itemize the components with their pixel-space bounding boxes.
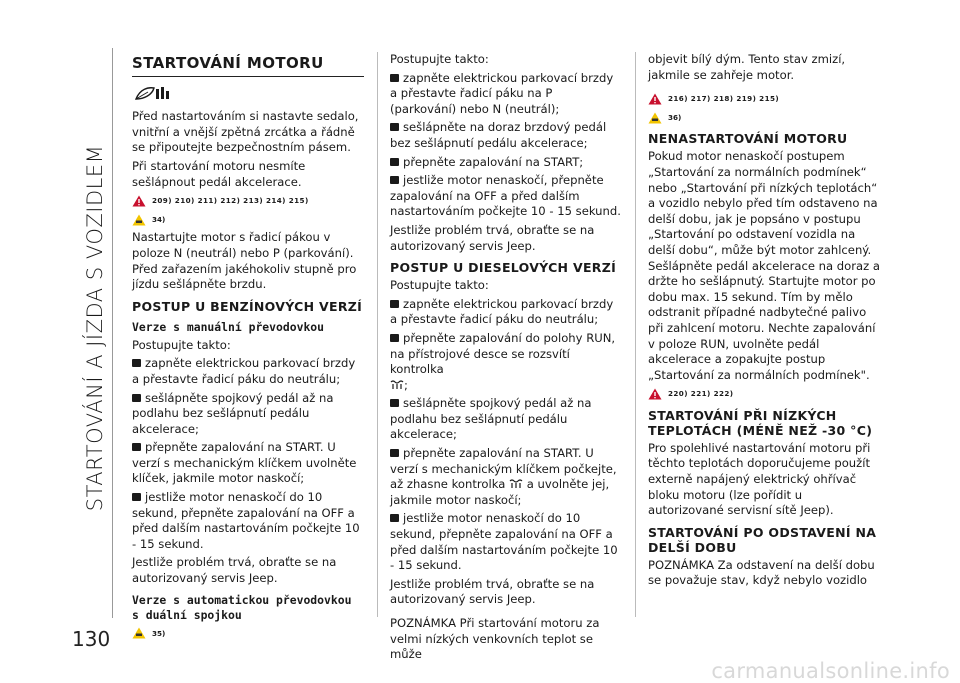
glow-plug-icon xyxy=(390,380,404,390)
chapter-title-text: STARTOVÁNÍ A JÍZDA S VOZIDLEM xyxy=(83,144,107,512)
bullet-icon xyxy=(390,123,399,131)
column-divider xyxy=(635,52,636,617)
warning-ref-numbers: 220) 221) 222) xyxy=(668,389,734,399)
heading-diesel: POSTUP U DIESELOVÝCH VERZÍ xyxy=(390,260,617,276)
caution-ref-number: 35) xyxy=(152,628,166,638)
list-item: přepněte zapalování na START; xyxy=(390,155,622,171)
bullet-icon xyxy=(390,449,399,457)
warning-references xyxy=(132,193,364,209)
bullet-icon xyxy=(390,74,399,82)
caution-triangle-icon xyxy=(648,112,662,124)
caution-ref-number: 34) xyxy=(152,214,166,224)
bullet-icon xyxy=(390,514,399,522)
list-item: přepněte zapalování na START. U verzí s mechanickým klíčkem počkejte, až zhasne kontrolka a uvolněte jej, jakmile motor naskočí; xyxy=(390,446,617,507)
subheading-manual: Verze s manuální převodovkou xyxy=(132,319,325,334)
list-item: sešlápněte na doraz brzdový pedál bez sešlápnutí pedálu akcelerace; xyxy=(390,120,607,150)
proceed-text: Postupujte takto: xyxy=(390,52,489,66)
proceed-text: Postupujte takto: xyxy=(132,337,231,352)
caution-triangle-icon xyxy=(132,627,146,639)
bullet-icon xyxy=(390,334,399,342)
warning-triangle-icon xyxy=(648,388,662,400)
bullet-icon xyxy=(132,443,141,451)
list-item: zapněte elektrickou parkovací brzdy a přestavte řadicí páku do neutrálu; xyxy=(132,356,356,386)
side-divider xyxy=(112,48,113,618)
bullet-icon xyxy=(390,158,399,166)
list-item: jestliže motor nenaskočí, přepněte zapalování na OFF a před dalším nastartováním počkejte 10 - 15 sekund. xyxy=(390,173,621,219)
warning-references xyxy=(648,386,880,402)
section-title-starting: STARTOVÁNÍ MOTORU xyxy=(132,56,364,77)
paragraph: Při startování motoru nesmíte sešlápnout pedál akcelerace. xyxy=(132,158,306,189)
watermark: carmanualsonline.info xyxy=(711,659,950,683)
list-item: sešlápněte spojkový pedál až na podlahu bez sešlápnutí pedálu akcelerace; xyxy=(390,396,592,442)
caution-references xyxy=(132,212,364,228)
bullet-icon xyxy=(390,399,399,407)
bullet-icon xyxy=(132,359,141,367)
caution-ref-number: 36) xyxy=(668,112,682,122)
bullet-icon xyxy=(390,176,399,184)
list-item: jestliže motor nenaskočí do 10 sekund, přepněte zapalování na OFF a před dalším nastartováním počkejte 10 - 15 sekund. xyxy=(132,490,360,551)
warning-triangle-icon xyxy=(648,93,662,105)
column-2 xyxy=(390,52,622,666)
caution-references xyxy=(132,626,364,642)
caution-references xyxy=(648,110,880,126)
note: POZNÁMKA Za odstavení na delší dobu se považuje stav, když nebylo vozidlo xyxy=(648,557,875,588)
list-item: přepněte zapalování do polohy RUN, na přístrojové desce se rozsvítí kontrolka ; xyxy=(390,330,616,392)
proceed-text: Postupujte takto: xyxy=(390,278,489,293)
warning-references xyxy=(648,91,880,107)
list-item: jestliže motor nenaskočí do 10 sekund, přepněte zapalování na OFF a před dalším nastartováním počkejte 10 - 15 sekund. xyxy=(390,511,618,573)
column-divider xyxy=(377,52,378,617)
column-1 xyxy=(132,52,364,644)
list-item: zapněte elektrickou parkovací brzdy a přestavte řadicí páku na P (parkování) nebo N (neutrál); xyxy=(390,70,614,116)
warning-ref-numbers: 209) 210) 211) 212) 213) 214) 215) xyxy=(152,196,309,206)
paragraph: Jestliže problém trvá, obraťte se na autorizovaný servis Jeep. xyxy=(390,222,595,253)
subheading-auto: Verze s automatickou převodovkou s duální spojkou xyxy=(132,592,352,622)
heading-petrol: POSTUP U BENZÍNOVÝCH VERZÍ xyxy=(132,298,363,314)
glow-plug-icon xyxy=(509,479,523,489)
bullet-icon xyxy=(390,300,399,308)
heading-cold: STARTOVÁNÍ PŘI NÍZKÝCH TEPLOTÁCH (MÉNĚ NEŽ -30 °C) xyxy=(648,407,873,438)
note: POZNÁMKA Při startování motoru za velmi nízkých venkovních teplot se může xyxy=(390,616,600,662)
warning-triangle-icon xyxy=(132,195,146,207)
column-3 xyxy=(648,52,880,592)
paragraph: objevit bílý dým. Tento stav zmizí, jakmile se zahřeje motor. xyxy=(648,52,846,82)
heading-long-standing: STARTOVÁNÍ PO ODSTAVENÍ NA DELŠÍ DOBU xyxy=(648,524,877,555)
list-item: přepněte zapalování na START. U verzí s mechanickým klíčkem uvolněte klíček, jakmile motor naskočí; xyxy=(132,440,357,486)
page-number: 130 xyxy=(72,627,111,651)
heading-flooded: NENASTARTOVÁNÍ MOTORU xyxy=(648,131,848,147)
eco-leaf-icon xyxy=(132,83,364,108)
list-item: sešlápněte spojkový pedál až na podlahu bez sešlápnutí pedálu akcelerace; xyxy=(132,390,334,436)
paragraph: Pro spolehlivé nastartování motoru při těchto teplotách doporučujeme použít externě napájený elektrický ohřívač bloku motoru (lze pořídit u autorizované servisní sítě Jeep). xyxy=(648,440,871,518)
list-item: zapněte elektrickou parkovací brzdy a přestavte řadicí páku do neutrálu; xyxy=(390,296,614,327)
paragraph: Nastartujte motor s řadicí pákou v poloze N (neutrál) nebo P (parkování). Před zařazením jakéhokoliv stupně pro jízdu sešlápněte brzdu. xyxy=(132,230,357,292)
paragraph: Před nastartováním si nastavte sedalo, vnitřní a vnější zpětná zrcátka a řádně se připoutejte bezpečnostním pásem. xyxy=(132,109,359,155)
caution-triangle-icon xyxy=(132,214,146,226)
paragraph: Pokud motor nenaskočí postupem „Startování za normálních podmínek“ nebo „Startování při nízkých teplotách“ a vozidlo nebylo před tím odstaveno na delší dobu, jak je popsáno v postupu „Startování po odstavení vozidla na delší dobu“, může být motor zahlcený. Sešlápněte pedál akcelerace na doraz a držte ho sešlápnutý. Startujte motor po dobu max. 15 sekund. Tím by mělo odstranit případné nadbytečné palivo při zahlcení motoru. Nechte zapalování v poloze RUN, uvolněte pedál akcelerace a zopakujte postup „Startování za normálních podmínek". xyxy=(648,149,881,382)
warning-ref-numbers: 216) 217) 218) 219) 215) xyxy=(668,94,780,104)
bullet-icon xyxy=(132,394,141,402)
paragraph: Jestliže problém trvá, obraťte se na autorizovaný servis Jeep. xyxy=(132,555,337,586)
paragraph: Jestliže problém trvá, obraťte se na autorizovaný servis Jeep. xyxy=(390,576,595,607)
bullet-icon xyxy=(132,493,141,501)
